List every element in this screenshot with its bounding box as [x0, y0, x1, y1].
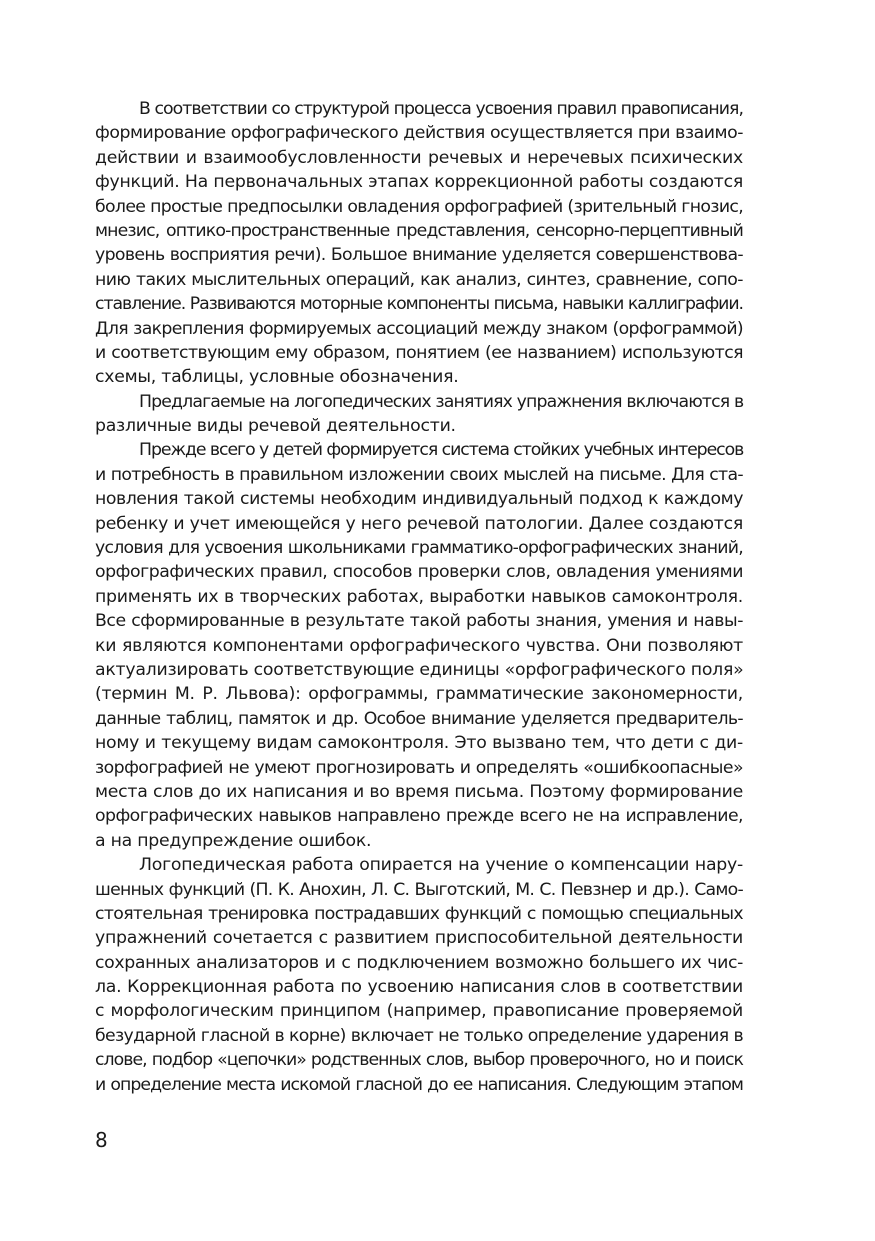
text-line: (термин М. Р. Львова): орфограммы, грамматические закономерности,	[95, 684, 743, 705]
text-line: Прежде всего у детей формируется система стойких учебных интересов	[139, 440, 744, 461]
text-line: и определение места искомой гласной до ее написания. Следующим этапом	[95, 1074, 743, 1095]
text-line: безударной гласной в корне) включает не только определение ударения в	[95, 1025, 743, 1046]
text-line: орфографических правил, способов проверки слов, овладения умениями	[95, 562, 743, 583]
text-line: Предлагаемые на логопедических занятиях упражнения включаются в	[139, 391, 744, 412]
text-line: места слов до их написания и во время письма. Поэтому формирование	[95, 781, 743, 802]
text-line: а на предупреждение ошибок.	[95, 830, 372, 851]
text-line: ла. Коррекционная работа по усвоению написания слов в соответствии	[95, 977, 743, 998]
text-line: и потребность в правильном изложении своих мыслей на письме. Для ста-	[95, 464, 743, 485]
body-text	[95, 97, 743, 1097]
text-line: Логопедическая работа опирается на учение о компенсации нару-	[139, 855, 743, 876]
text-line: ному и текущему видам самоконтроля. Это вызвано тем, что дети с ди-	[95, 733, 743, 754]
text-line: орфографических навыков направлено прежде всего не на исправление,	[95, 806, 743, 827]
text-line: ребенку и учет имеющейся у него речевой патологии. Далее создаются	[95, 513, 743, 534]
paragraph	[95, 97, 743, 390]
text-line: нию таких мыслительных операций, как анализ, синтез, сравнение, сопо-	[95, 269, 743, 290]
text-line: стоятельная тренировка пострадавших функций с помощью специальных	[95, 903, 743, 924]
text-line: различные виды речевой деятельности.	[95, 416, 456, 437]
paragraph	[95, 390, 743, 439]
text-line: данные таблиц, памяток и др. Особое внимание уделяется предваритель-	[95, 708, 743, 729]
text-line: применять их в творческих работах, выработки навыков самоконтроля.	[95, 586, 743, 607]
text-line: шенных функций (П. К. Анохин, Л. С. Выготский, М. С. Певзнер и др.). Само-	[95, 879, 743, 900]
text-line: актуализировать соответствующие единицы «орфографического поля»	[95, 659, 744, 680]
text-line: ки являются компонентами орфографического чувства. Они позволяют	[95, 635, 743, 656]
text-line: и соответствующим ему образом, понятием (ее названием) используются	[95, 342, 743, 363]
text-line: Все сформированные в результате такой работы знания, умения и навы-	[95, 611, 743, 632]
text-line: с морфологическим принципом (например, правописание проверяемой	[95, 1001, 743, 1022]
text-line: мнезис, оптико-пространственные представления, сенсорно-перцептивный	[95, 220, 743, 241]
text-line: сохранных анализаторов и с подключением возможно большего их чис-	[95, 952, 743, 973]
text-line: ставление. Развиваются моторные компоненты письма, навыки каллиграфии.	[95, 294, 743, 315]
text-line: функций. На первоначальных этапах коррекционной работы создаются	[95, 172, 743, 193]
text-line: В соответствии со структурой процесса усвоения правил правописания,	[139, 99, 743, 119]
text-line: более простые предпосылки овладения орфографией (зрительный гнозис,	[95, 196, 744, 217]
paragraph	[95, 853, 743, 1097]
text-line: схемы, таблицы, условные обозначения.	[95, 367, 459, 388]
paragraph	[95, 438, 743, 853]
text-line: новления такой системы необходим индивидуальный подход к каждому	[95, 489, 743, 510]
text-line: слове, подбор «цепочки» родственных слов, выбор проверочного, но и поиск	[95, 1050, 743, 1071]
text-line: формирование орфографического действия осуществляется при взаимо-	[95, 123, 743, 144]
text-line: упражнений сочетается с развитием приспособительной деятельности	[95, 928, 743, 949]
text-line: Для закрепления формируемых ассоциаций между знаком (орфограммой)	[95, 318, 743, 339]
text-line: уровень восприятия речи). Большое внимание уделяется совершенствова-	[95, 245, 743, 266]
text-line: действии и взаимообусловленности речевых и неречевых психических	[95, 147, 743, 168]
text-line: зорфографией не умеют прогнозировать и определять «ошибкоопасные»	[95, 757, 743, 778]
text-line: условия для усвоения школьниками грамматико-орфографических знаний,	[95, 538, 743, 559]
page-number: 8	[95, 1128, 108, 1152]
